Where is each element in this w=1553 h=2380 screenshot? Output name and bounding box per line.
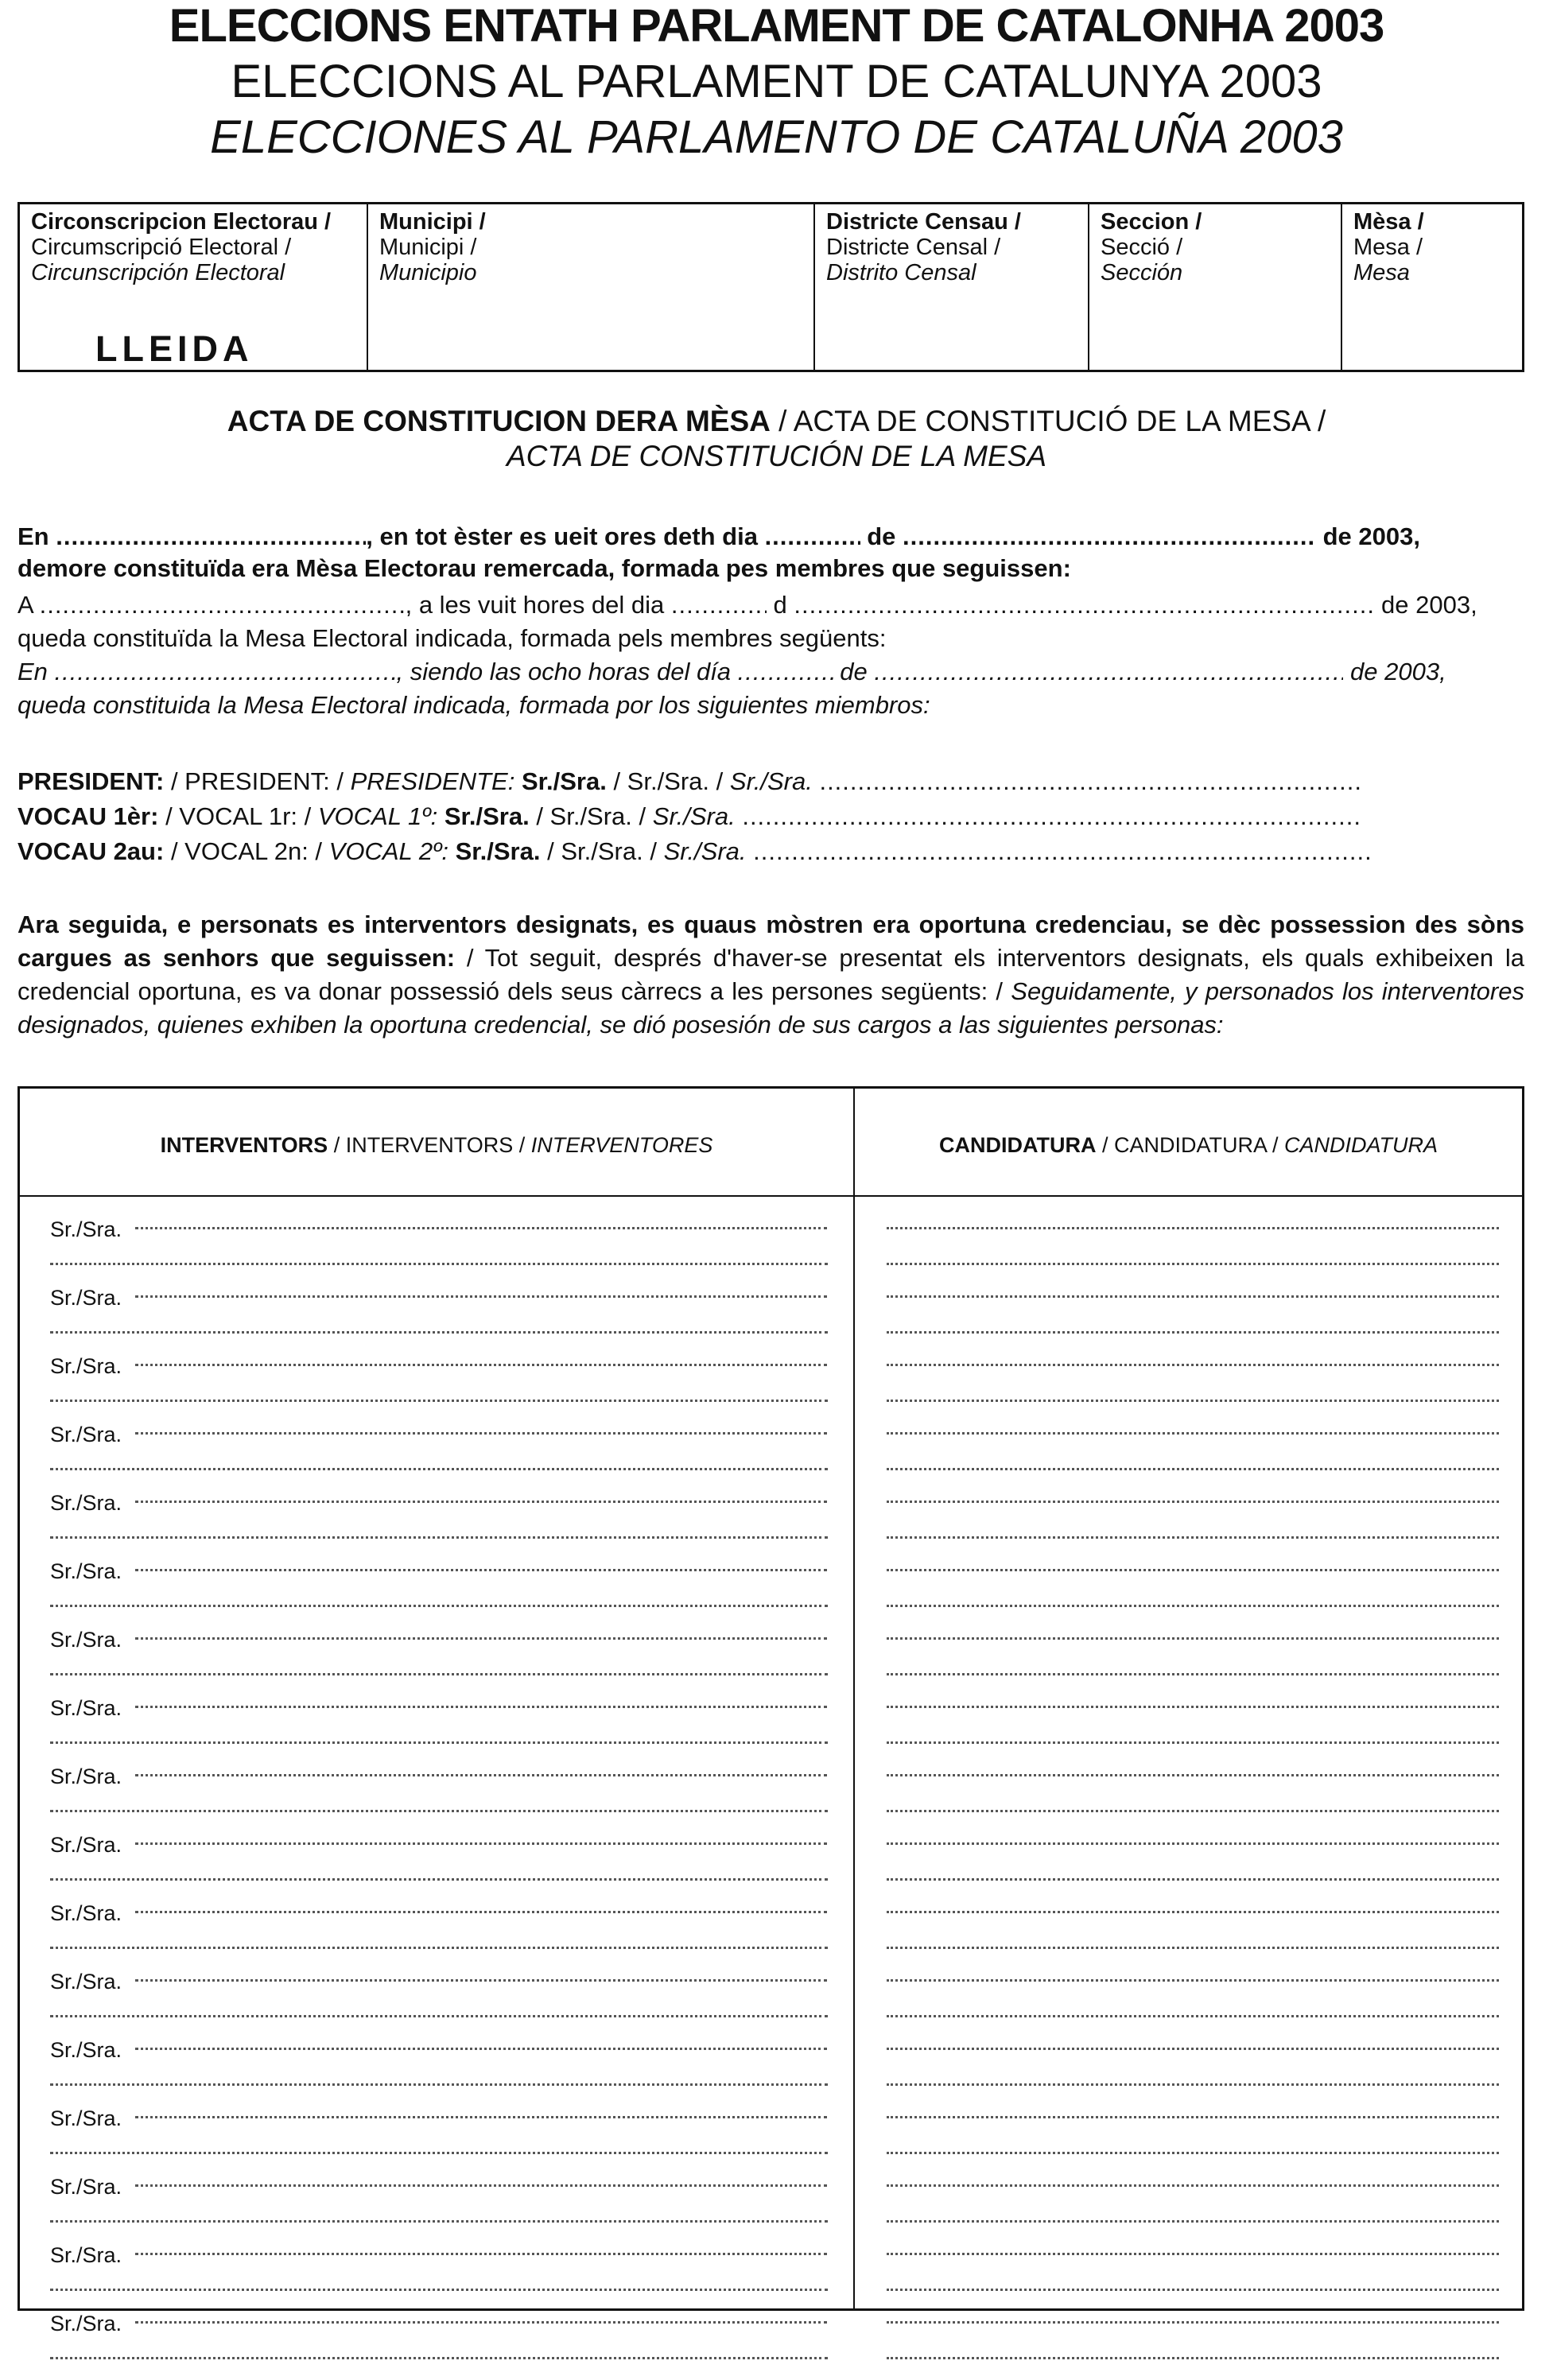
candidatura-line[interactable] (887, 1569, 1499, 1571)
row-label: Sr./Sra. (50, 1217, 122, 1241)
candidatura-line[interactable] (887, 1979, 1499, 1982)
circumscription-value: LLEIDA (95, 328, 254, 369)
header-table (17, 202, 1524, 372)
candidatura-line[interactable] (887, 2048, 1499, 2050)
section-title: ACTA DE CONSTITUCION DERA MÈSA / ACTA DE CONSTITUCIÓ DE LA MESA / ACTA DE CONSTITUCIÓN DE LA MESA (227, 405, 1326, 472)
interventor-name-line-2[interactable] (50, 1536, 828, 1539)
table-row[interactable] (20, 1970, 1522, 2038)
candidatura-line-2[interactable] (887, 2289, 1499, 2291)
interventor-name-line[interactable] (135, 1637, 827, 1640)
interventor-name-line-2[interactable] (50, 1810, 828, 1812)
row-label: Sr./Sra. (50, 1286, 122, 1310)
candidatura-line-2[interactable] (887, 1810, 1499, 1812)
interventor-name-line[interactable] (135, 2253, 827, 2255)
candidatura-line-2[interactable] (887, 1947, 1499, 1949)
interventor-name-line-2[interactable] (50, 1263, 828, 1265)
candidatura-line[interactable] (887, 1842, 1499, 1845)
row-label: Sr./Sra. (50, 2038, 122, 2062)
candidatura-line[interactable] (887, 1774, 1499, 1776)
interventor-name-line[interactable] (135, 1774, 827, 1776)
interventor-name-line-2[interactable] (50, 1878, 828, 1881)
candidatura-line-2[interactable] (887, 2015, 1499, 2017)
candidatura-line[interactable] (887, 1911, 1499, 1913)
interventor-name-line-2[interactable] (50, 2083, 828, 2086)
table-row[interactable] (20, 1423, 1522, 1491)
interventor-name-line-2[interactable] (50, 2152, 828, 2154)
candidatura-line-2[interactable] (887, 1741, 1499, 1744)
candidatura-line[interactable] (887, 1432, 1499, 1435)
constitution-text-catalan: queda constituïda la Mesa Electoral indicada, formada pels membres següents: (17, 624, 887, 652)
header-municipi[interactable]: Municipi / Municipi / Municipio (368, 204, 815, 370)
header-circumscription: Circonscripcion Electorau / Circumscripció Electoral / Circunscripción Electoral LLEIDA (20, 204, 368, 370)
row-label: Sr./Sra. (50, 2312, 122, 2335)
interventor-name-line-2[interactable] (50, 1605, 828, 1607)
table-row[interactable] (20, 1559, 1522, 1628)
table-row[interactable] (20, 1765, 1522, 1833)
row-label: Sr./Sra. (50, 2243, 122, 2267)
constitution-line-catalan[interactable]: A ..... , a les vuit hores del dia ..... d ..... de 2003, (17, 590, 1524, 620)
row-label: Sr./Sra. (50, 1559, 122, 1583)
candidatura-line[interactable] (887, 1501, 1499, 1503)
candidatura-line[interactable] (887, 1637, 1499, 1640)
title-catalan: ELECCIONS AL PARLAMENT DE CATALUNYA 2003 (231, 56, 1322, 107)
interventor-name-line-2[interactable] (50, 1468, 828, 1470)
interventor-name-line-2[interactable] (50, 2289, 828, 2291)
interventor-name-line[interactable] (135, 1501, 827, 1503)
interventor-name-line[interactable] (135, 2184, 827, 2187)
table-row[interactable] (20, 2038, 1522, 2106)
table-row[interactable] (20, 1628, 1522, 1696)
candidatura-line-2[interactable] (887, 2357, 1499, 2359)
header-seccion[interactable]: Seccion / Secció / Sección (1089, 204, 1342, 370)
candidatura-line[interactable] (887, 2184, 1499, 2187)
interventor-name-line[interactable] (135, 1227, 827, 1229)
member-president[interactable]: PRESIDENT: / PRESIDENT: / PRESIDENTE: Sr./Sra. / Sr./Sra. / Sr./Sra. ..... (17, 767, 1524, 797)
table-row[interactable] (20, 1217, 1522, 1286)
interventor-name-line[interactable] (135, 1842, 827, 1845)
table-row[interactable] (20, 1833, 1522, 1901)
constitution-line-spanish[interactable]: En ..... , siendo las ocho horas del día ..... de ..... de 2003, (17, 657, 1524, 687)
column-header-interventors: INTERVENTORS / INTERVENTORS / INTERVENTORES (160, 1133, 713, 1157)
interventor-name-line[interactable] (135, 1569, 827, 1571)
candidatura-line[interactable] (887, 1295, 1499, 1298)
row-label: Sr./Sra. (50, 2175, 122, 2199)
interventors-table (17, 1086, 1524, 2335)
interventor-name-line[interactable] (135, 2116, 827, 2118)
interventor-name-line[interactable] (135, 2048, 827, 2050)
candidatura-line-2[interactable] (887, 1468, 1499, 1470)
candidatura-line-2[interactable] (887, 2152, 1499, 2154)
header-districte[interactable]: Districte Censau / Districte Censal / Distrito Censal (815, 204, 1089, 370)
interventor-name-line-2[interactable] (50, 1741, 828, 1744)
title-occitan: ELECCIONS ENTATH PARLAMENT DE CATALONHA 2003 (169, 0, 1384, 52)
table-row[interactable] (20, 1354, 1522, 1423)
table-row[interactable] (20, 2243, 1522, 2312)
table-row[interactable] (20, 1696, 1522, 1765)
member-vocal-1[interactable]: VOCAU 1èr: / VOCAL 1r: / VOCAL 1º: Sr./Sra. / Sr./Sra. / Sr./Sra. ..... (17, 802, 1524, 832)
constitution-text-occitan: demore constituïda era Mèsa Electorau remercada, formada pes membres que seguissen: (17, 554, 1071, 582)
candidatura-line-2[interactable] (887, 1878, 1499, 1881)
table-row[interactable] (20, 2106, 1522, 2175)
row-label: Sr./Sra. (50, 1765, 122, 1788)
interventor-name-line-2[interactable] (50, 1400, 828, 1402)
constitution-line-occitan[interactable]: En ..... , en tot èster es ueit ores deth dia ..... de ..... de 2003, (17, 522, 1524, 552)
table-row[interactable] (20, 2312, 1522, 2380)
column-header-candidatura: CANDIDATURA / CANDIDATURA / CANDIDATURA (938, 1133, 1438, 1157)
candidatura-line[interactable] (887, 1364, 1499, 1366)
interventor-name-line-2[interactable] (50, 1673, 828, 1675)
candidatura-line[interactable] (887, 2321, 1499, 2324)
interventor-name-line[interactable] (135, 1911, 827, 1913)
candidatura-line[interactable] (887, 2116, 1499, 2118)
candidatura-line-2[interactable] (887, 1263, 1499, 1265)
row-label: Sr./Sra. (50, 1354, 122, 1378)
interventor-name-line[interactable] (135, 2321, 827, 2324)
interventors-paragraph: Ara seguida, e personats es interventors designats, es quaus mòstren era oportuna credenciau, se dèc possession des sòns cargues as senhors que seguissen: / Tot seguit, després d'haver-se presentat els interventors designats, els quals exhibeixen la credencial oportuna, es va donar possessió dels seus càrrecs a les persones següents: / Seguidamente, y personados los interventores designados, quienes exhiben la oportuna credencial, se dió posesión de sus cargos a las siguientes personas: (17, 910, 1524, 1039)
row-label: Sr./Sra. (50, 1696, 122, 1720)
candidatura-line-2[interactable] (887, 2083, 1499, 2086)
interventor-name-line-2[interactable] (50, 2220, 828, 2223)
row-label: Sr./Sra. (50, 1423, 122, 1446)
member-vocal-2[interactable]: VOCAU 2au: / VOCAL 2n: / VOCAL 2º: Sr./Sra. / Sr./Sra. / Sr./Sra. ..... (17, 837, 1524, 867)
candidatura-line-2[interactable] (887, 1673, 1499, 1675)
interventor-name-line-2[interactable] (50, 1947, 828, 1949)
interventor-name-line[interactable] (135, 1364, 827, 1366)
interventor-name-line-2[interactable] (50, 1331, 828, 1334)
candidatura-line[interactable] (887, 2253, 1499, 2255)
candidatura-line[interactable] (887, 1706, 1499, 1708)
row-label: Sr./Sra. (50, 1901, 122, 1925)
row-label: Sr./Sra. (50, 2106, 122, 2130)
row-label: Sr./Sra. (50, 1970, 122, 1994)
interventor-name-line[interactable] (135, 1979, 827, 1982)
interventor-name-line[interactable] (135, 1432, 827, 1435)
interventor-name-line[interactable] (135, 1706, 827, 1708)
candidatura-line-2[interactable] (887, 2220, 1499, 2223)
constitution-text-spanish: queda constituida la Mesa Electoral indicada, formada por los siguientes miembros: (17, 691, 930, 719)
interventor-name-line-2[interactable] (50, 2357, 828, 2359)
candidatura-line-2[interactable] (887, 1605, 1499, 1607)
table-row[interactable] (20, 2175, 1522, 2243)
row-label: Sr./Sra. (50, 1491, 122, 1515)
candidatura-line-2[interactable] (887, 1331, 1499, 1334)
candidatura-line[interactable] (887, 1227, 1499, 1229)
row-label: Sr./Sra. (50, 1628, 122, 1652)
candidatura-line-2[interactable] (887, 1536, 1499, 1539)
candidatura-line-2[interactable] (887, 1400, 1499, 1402)
header-mesa[interactable]: Mèsa / Mesa / Mesa (1353, 209, 1424, 285)
title-spanish: ELECCIONES AL PARLAMENTO DE CATALUÑA 2003 (210, 111, 1343, 163)
interventor-name-line[interactable] (135, 1295, 827, 1298)
table-row[interactable] (20, 1286, 1522, 1354)
row-label: Sr./Sra. (50, 1833, 122, 1857)
table-row[interactable] (20, 1491, 1522, 1559)
table-row[interactable] (20, 1901, 1522, 1970)
interventor-name-line-2[interactable] (50, 2015, 828, 2017)
